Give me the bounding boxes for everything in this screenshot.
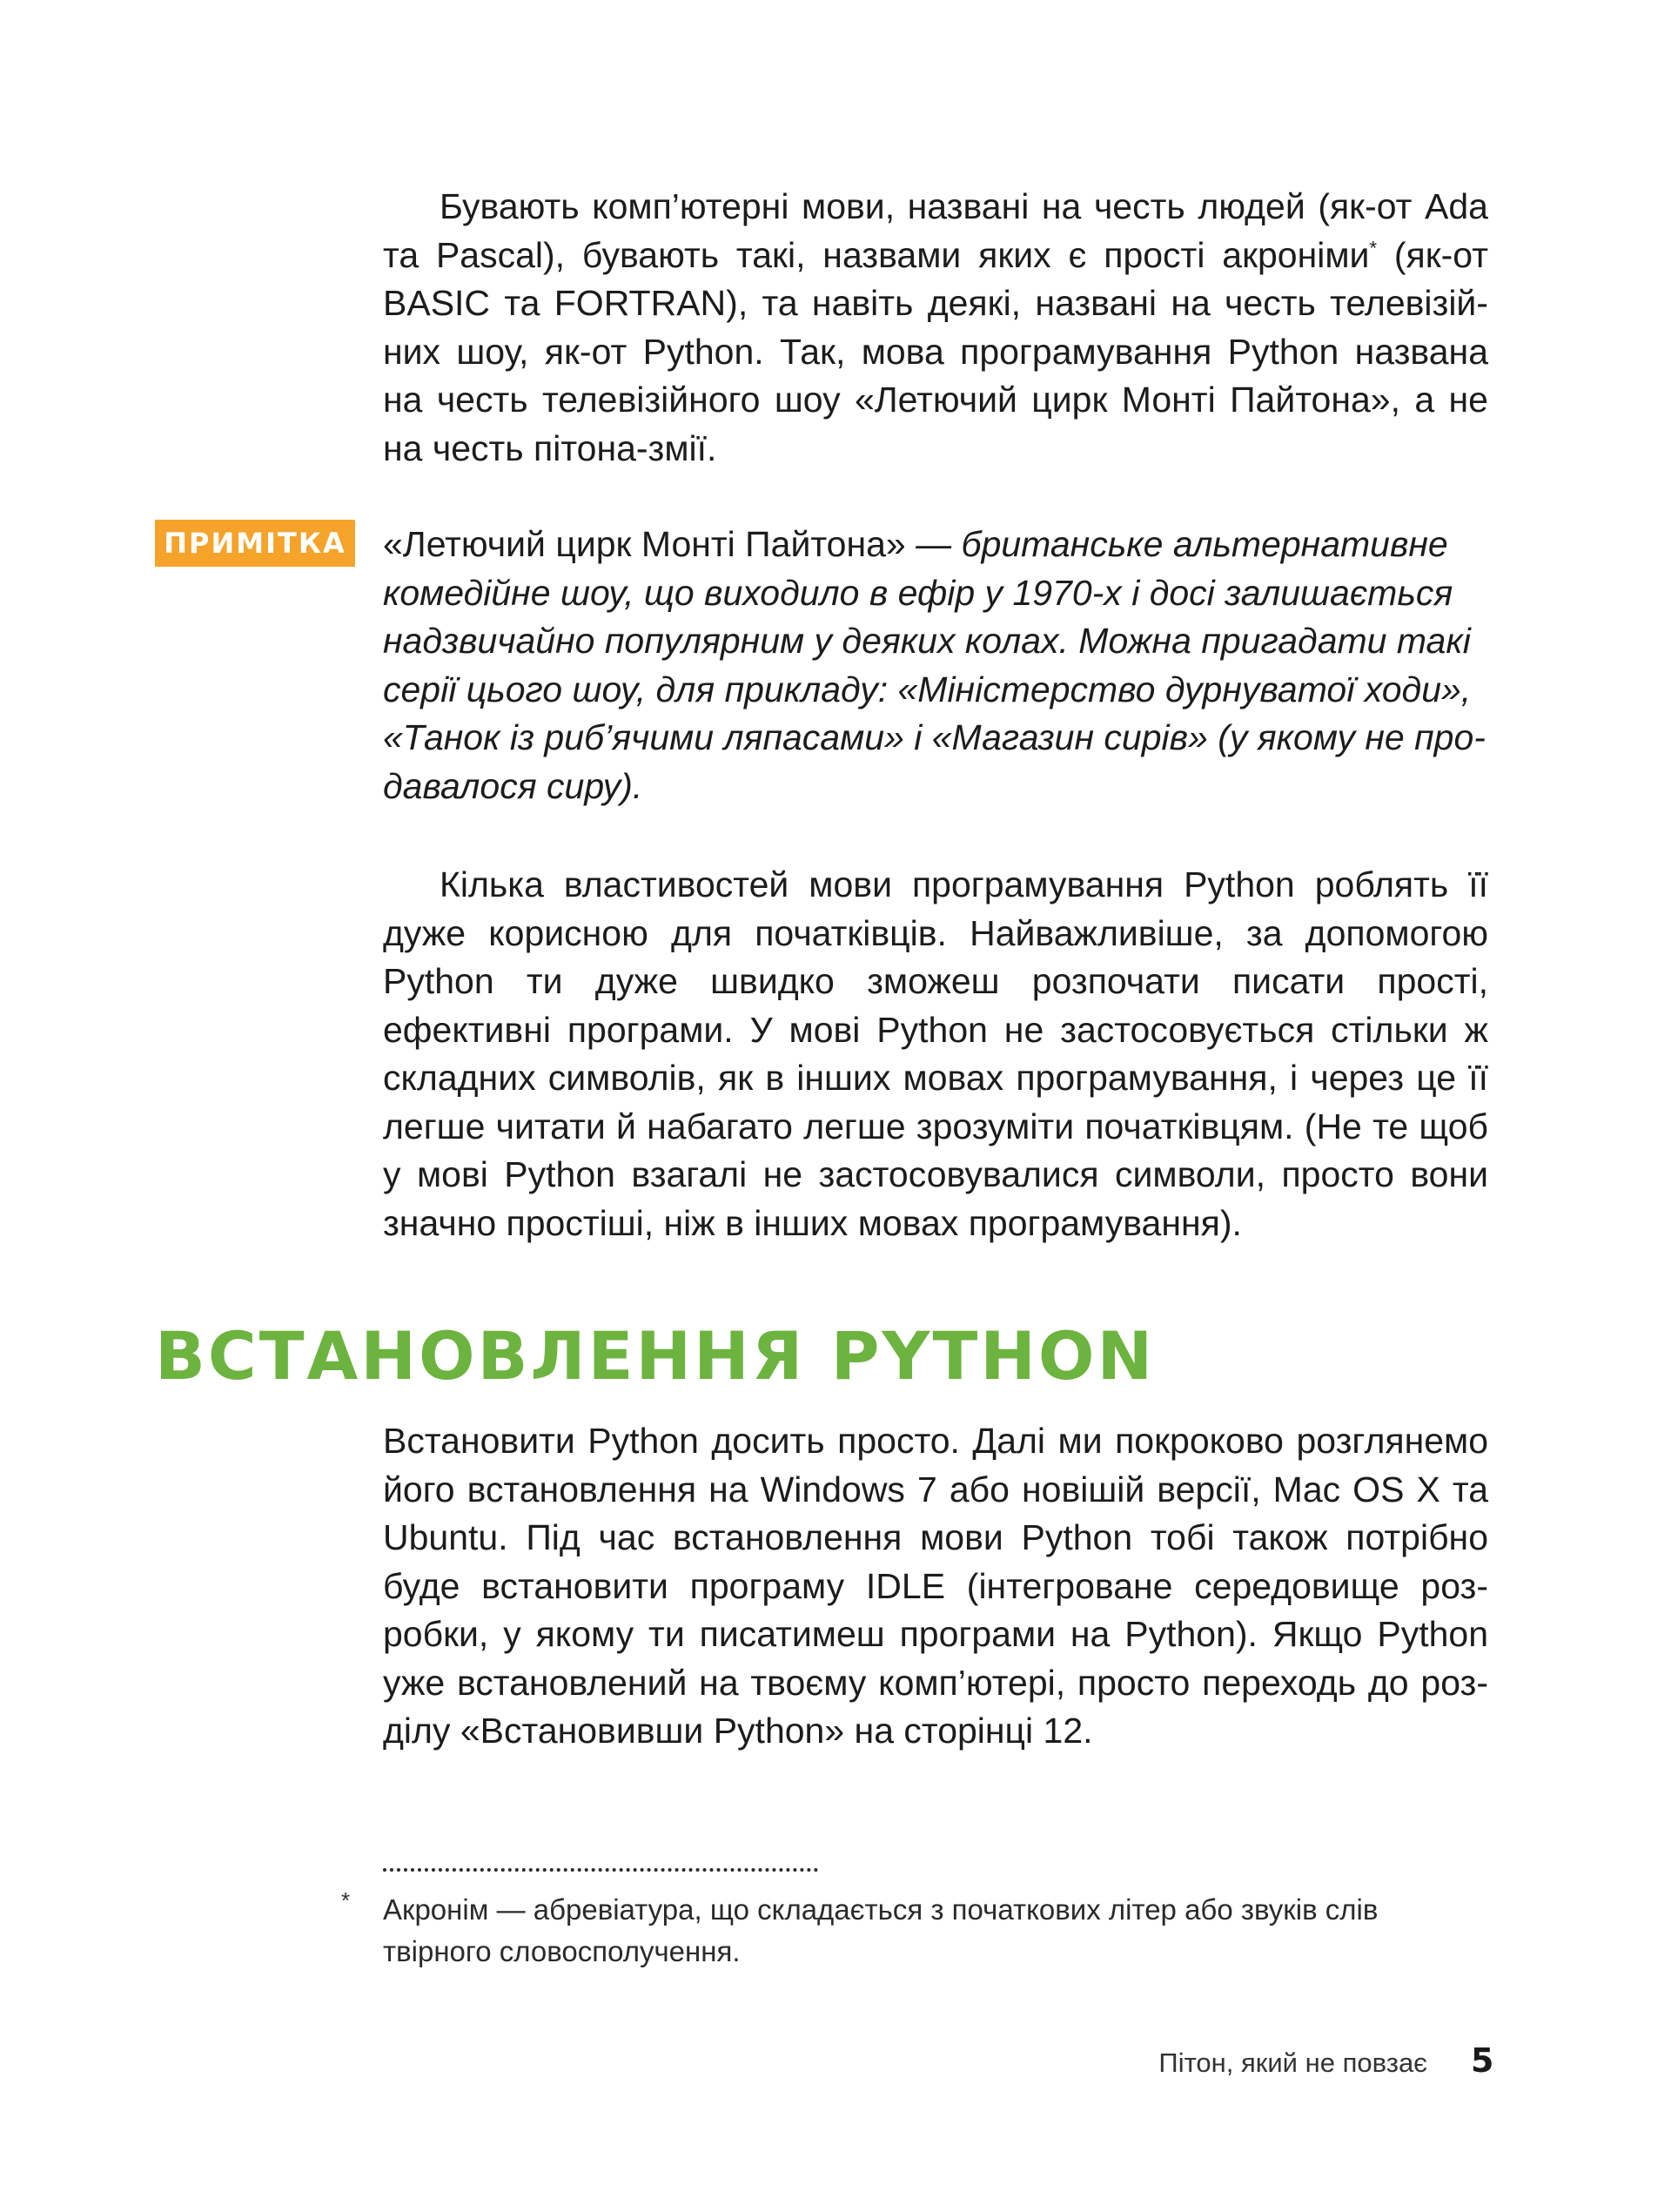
intro-text-part2: (як-от BASIC та FORTRAN), та навіть деякі, названі на честь телевізійних шоу, як-от Python. Так, мова програмування Python названа на честь телевізійного шоу «Летючий цирк Монті Пайтона», а не на честь пітона-змії. [383, 234, 1488, 468]
page-number: 5 [1471, 2041, 1494, 2080]
note-body: — британське альтернативне комедійне шоу, що виходило в ефір у 1970-х і досі залишається надзвичайно популярним у деяких колах. Можна пригадати такі серії цього шоу, для прикладу: «Міністерство дурнуватої ходи», «Танок із риб’ячими ляпасами» і «Магазин сирів» (у якому не продавалося сиру). [383, 524, 1486, 806]
install-paragraph: Встановити Python досить просто. Далі ми покроково розглянемо його встановлення на Windows 7 або новішій версії, Mac OS X та Ubuntu. Під час встановлення мови Python тобі також потрібно буде встановити програму IDLE (інтегроване середовище розробки, у якому ти писатимеш програми на Python). Якщо Python уже встановлений на твоєму комп’ютері, просто переходь до розділу «Встановивши Python» на сторінці 12. [383, 1421, 1488, 1751]
note-show-title: «Летючий цирк Монті Пайтона» [383, 524, 906, 564]
footnote-reference: * [1369, 236, 1378, 259]
features-paragraph: Кілька властивостей мови програмування Python роблять її дуже корисною для початківців. Найважливіше, за допомогою Python ти дуже швидко зможеш розпочати писати прості, ефективні програми. У мові Python не застосовується стільки ж складних символів, як в інших мовах програмування, і через це її легше читати й набагато легше зрозуміти початківцям. (Не те щоб у мові Python взагалі не застосовувалися символи, просто вони значно простіші, ніж в інших мовах програмування). [383, 864, 1488, 1243]
footnote-divider [383, 1868, 818, 1872]
section-heading: ВСТАНОВЛЕННЯ PYTHON [155, 1317, 1156, 1395]
note-label-badge: ПРИМІТКА [155, 520, 355, 567]
footnote-marker: * [341, 1887, 351, 1913]
running-head: Пітон, який не повзає [1158, 2047, 1427, 2078]
footnote-text: Акронім — абревіатура, що складається з початкових літер або звуків слів твірного словосполучення. [383, 1893, 1379, 1967]
note-paragraph [383, 521, 1488, 810]
intro-paragraph [383, 183, 1488, 473]
intro-text-part1: Бувають комп’ютерні мови, названі на честь людей (як-от Ada та Pascal), бувають такі, назвами яких є прості акроніми [383, 186, 1488, 275]
